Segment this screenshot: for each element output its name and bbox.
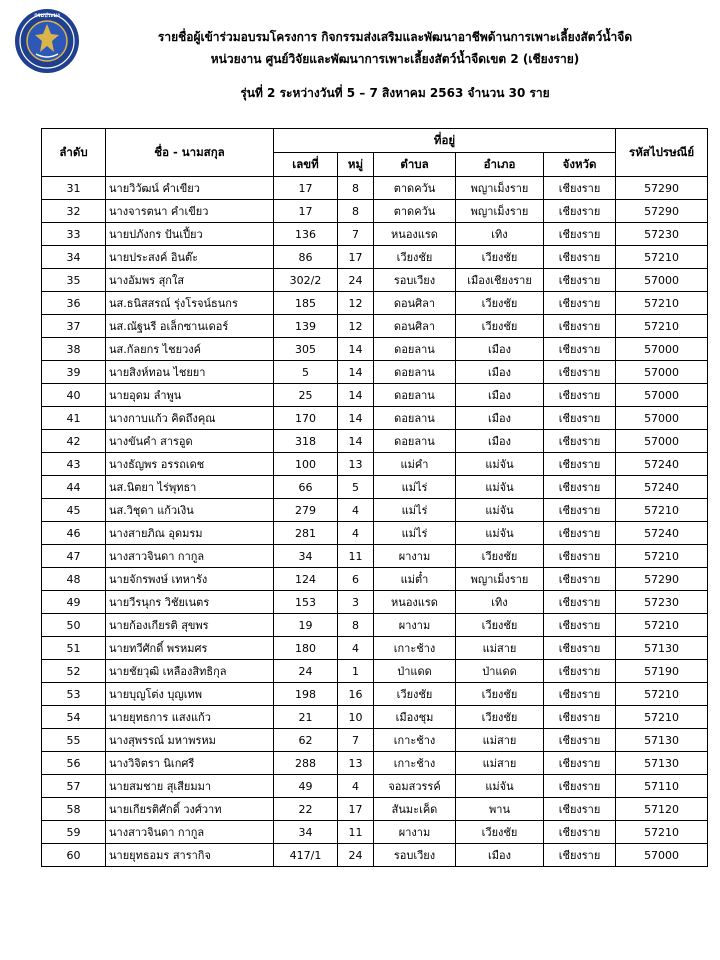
- cell-amphoe: พญาเม็งราย: [456, 568, 544, 591]
- cell-house-no: 21: [274, 706, 338, 729]
- cell-tambon: จอมสวรรค์: [374, 775, 456, 798]
- table-row: [42, 706, 708, 729]
- cell-postcode: 57210: [616, 614, 708, 637]
- header-postcode: รหัสไปรษณีย์: [616, 129, 708, 177]
- cell-name: นางกาบแก้ว คิดถึงคุณ: [106, 407, 274, 430]
- cell-name: นส.วิชุดา แก้วเงิน: [106, 499, 274, 522]
- cell-house-no: 279: [274, 499, 338, 522]
- cell-order: 38: [42, 338, 106, 361]
- cell-house-no: 24: [274, 660, 338, 683]
- cell-amphoe: เวียงชัย: [456, 545, 544, 568]
- header-address: ที่อยู่: [274, 129, 616, 153]
- header-tambon: ตำบล: [374, 153, 456, 177]
- cell-amphoe: เวียงชัย: [456, 683, 544, 706]
- cell-order: 33: [42, 223, 106, 246]
- cell-amphoe: เมือง: [456, 430, 544, 453]
- cell-order: 45: [42, 499, 106, 522]
- cell-amphoe: เมือง: [456, 844, 544, 867]
- table-row: [42, 269, 708, 292]
- cell-order: 41: [42, 407, 106, 430]
- cell-tambon: เกาะช้าง: [374, 637, 456, 660]
- table-row: [42, 568, 708, 591]
- cell-postcode: 57210: [616, 706, 708, 729]
- cell-moo: 24: [338, 844, 374, 867]
- cell-tambon: ผางาม: [374, 821, 456, 844]
- cell-province: เชียงราย: [544, 499, 616, 522]
- cell-amphoe: เมือง: [456, 407, 544, 430]
- cell-house-no: 305: [274, 338, 338, 361]
- cell-order: 37: [42, 315, 106, 338]
- table-row: [42, 614, 708, 637]
- cell-moo: 7: [338, 223, 374, 246]
- cell-postcode: 57210: [616, 821, 708, 844]
- cell-postcode: 57210: [616, 315, 708, 338]
- cell-name: นายเกียรติศักดิ์ วงศ์วาท: [106, 798, 274, 821]
- cell-house-no: 100: [274, 453, 338, 476]
- cell-tambon: ตาดควัน: [374, 200, 456, 223]
- cell-order: 55: [42, 729, 106, 752]
- cell-tambon: ผางาม: [374, 545, 456, 568]
- cell-tambon: หนองแรด: [374, 591, 456, 614]
- cell-moo: 14: [338, 407, 374, 430]
- cell-order: 48: [42, 568, 106, 591]
- cell-order: 51: [42, 637, 106, 660]
- cell-name: นส.กัลยกร ไชยวงค์: [106, 338, 274, 361]
- cell-house-no: 25: [274, 384, 338, 407]
- cell-province: เชียงราย: [544, 821, 616, 844]
- table-row: [42, 660, 708, 683]
- cell-province: เชียงราย: [544, 683, 616, 706]
- cell-tambon: รอบเวียง: [374, 269, 456, 292]
- cell-house-no: 66: [274, 476, 338, 499]
- header-order: ลำดับ: [42, 129, 106, 177]
- cell-province: เชียงราย: [544, 637, 616, 660]
- cell-postcode: 57190: [616, 660, 708, 683]
- cell-postcode: 57240: [616, 522, 708, 545]
- cell-postcode: 57000: [616, 384, 708, 407]
- cell-postcode: 57290: [616, 200, 708, 223]
- cell-tambon: ดอนศิลา: [374, 292, 456, 315]
- participant-table: [41, 128, 708, 867]
- cell-moo: 11: [338, 545, 374, 568]
- cell-province: เชียงราย: [544, 177, 616, 200]
- cell-name: นางสาวจินดา กากูล: [106, 545, 274, 568]
- cell-order: 34: [42, 246, 106, 269]
- cell-tambon: แม่คำ: [374, 453, 456, 476]
- cell-tambon: แม่ไร่: [374, 476, 456, 499]
- cell-house-no: 22: [274, 798, 338, 821]
- table-row: [42, 384, 708, 407]
- cell-amphoe: เวียงชัย: [456, 706, 544, 729]
- cell-tambon: แม่ต๋ำ: [374, 568, 456, 591]
- cell-amphoe: เวียงชัย: [456, 315, 544, 338]
- cell-house-no: 198: [274, 683, 338, 706]
- cell-house-no: 124: [274, 568, 338, 591]
- cell-name: นางธัญพร อรรถเดช: [106, 453, 274, 476]
- cell-house-no: 185: [274, 292, 338, 315]
- cell-name: นายสมชาย สุเสียมมา: [106, 775, 274, 798]
- title-line-1: รายชื่อผู้เข้าร่วมอบรมโครงการ กิจกรรมส่งเสริมและพัฒนาอาชีพด้านการเพาะเลี้ยงสัตว์น้ำจืด: [157, 30, 633, 44]
- cell-amphoe: เมือง: [456, 361, 544, 384]
- header-name: ชื่อ - นามสกุล: [106, 129, 274, 177]
- table-row: [42, 499, 708, 522]
- table-row: [42, 430, 708, 453]
- cell-province: เชียงราย: [544, 407, 616, 430]
- cell-name: นางจารตนา คำเขียว: [106, 200, 274, 223]
- cell-amphoe: เมืองเชียงราย: [456, 269, 544, 292]
- cell-province: เชียงราย: [544, 338, 616, 361]
- cell-amphoe: เวียงชัย: [456, 246, 544, 269]
- cell-tambon: เมืองชุม: [374, 706, 456, 729]
- cell-order: 35: [42, 269, 106, 292]
- cell-house-no: 288: [274, 752, 338, 775]
- cell-amphoe: แม่สาย: [456, 637, 544, 660]
- cell-name: นายสิงห์ทอน ไชยยา: [106, 361, 274, 384]
- cell-moo: 16: [338, 683, 374, 706]
- cell-amphoe: พญาเม็งราย: [456, 200, 544, 223]
- cell-amphoe: แม่สาย: [456, 729, 544, 752]
- cell-moo: 8: [338, 614, 374, 637]
- cell-province: เชียงราย: [544, 775, 616, 798]
- document-header: [90, 26, 700, 104]
- department-of-fisheries-seal-icon: [14, 8, 80, 74]
- cell-province: เชียงราย: [544, 430, 616, 453]
- cell-moo: 12: [338, 292, 374, 315]
- cell-moo: 3: [338, 591, 374, 614]
- table-row: [42, 522, 708, 545]
- cell-house-no: 170: [274, 407, 338, 430]
- cell-order: 42: [42, 430, 106, 453]
- cell-postcode: 57120: [616, 798, 708, 821]
- table-row: [42, 683, 708, 706]
- cell-postcode: 57000: [616, 430, 708, 453]
- cell-province: เชียงราย: [544, 545, 616, 568]
- cell-tambon: เวียงชัย: [374, 683, 456, 706]
- cell-order: 40: [42, 384, 106, 407]
- cell-amphoe: แม่สาย: [456, 752, 544, 775]
- table-row: [42, 798, 708, 821]
- cell-province: เชียงราย: [544, 292, 616, 315]
- cell-amphoe: พาน: [456, 798, 544, 821]
- cell-moo: 8: [338, 177, 374, 200]
- cell-order: 36: [42, 292, 106, 315]
- cell-province: เชียงราย: [544, 844, 616, 867]
- cell-tambon: ตาดควัน: [374, 177, 456, 200]
- cell-order: 39: [42, 361, 106, 384]
- cell-order: 60: [42, 844, 106, 867]
- cell-moo: 14: [338, 361, 374, 384]
- cell-amphoe: เมือง: [456, 338, 544, 361]
- cell-house-no: 49: [274, 775, 338, 798]
- table-row: [42, 246, 708, 269]
- cell-postcode: 57000: [616, 269, 708, 292]
- cell-name: นางวิจิตรา นิเกศรี: [106, 752, 274, 775]
- cell-province: เชียงราย: [544, 752, 616, 775]
- cell-postcode: 57210: [616, 683, 708, 706]
- cell-moo: 14: [338, 384, 374, 407]
- table-row: [42, 844, 708, 867]
- cell-postcode: 57230: [616, 591, 708, 614]
- table-row: [42, 200, 708, 223]
- cell-house-no: 302/2: [274, 269, 338, 292]
- cell-postcode: 57230: [616, 223, 708, 246]
- cell-province: เชียงราย: [544, 660, 616, 683]
- cell-province: เชียงราย: [544, 476, 616, 499]
- cell-name: นางสาวจินดา กากูล: [106, 821, 274, 844]
- cell-house-no: 318: [274, 430, 338, 453]
- cell-province: เชียงราย: [544, 568, 616, 591]
- cell-name: นายยุทธการ แสงแก้ว: [106, 706, 274, 729]
- cell-name: นส.นิตยา ไร่พุทธา: [106, 476, 274, 499]
- cell-tambon: เกาะช้าง: [374, 729, 456, 752]
- cell-moo: 6: [338, 568, 374, 591]
- cell-province: เชียงราย: [544, 223, 616, 246]
- cell-amphoe: แม่จัน: [456, 775, 544, 798]
- cell-moo: 17: [338, 798, 374, 821]
- cell-house-no: 86: [274, 246, 338, 269]
- cell-moo: 17: [338, 246, 374, 269]
- cell-moo: 13: [338, 453, 374, 476]
- cell-tambon: ดอยลาน: [374, 338, 456, 361]
- cell-moo: 13: [338, 752, 374, 775]
- table-row: [42, 545, 708, 568]
- cell-name: นายบุญโต่ง บุญเทพ: [106, 683, 274, 706]
- cell-postcode: 57240: [616, 453, 708, 476]
- cell-tambon: ดอนศิลา: [374, 315, 456, 338]
- cell-tambon: ดอยลาน: [374, 361, 456, 384]
- cell-tambon: ดอยลาน: [374, 407, 456, 430]
- cell-moo: 11: [338, 821, 374, 844]
- cell-house-no: 17: [274, 177, 338, 200]
- cell-moo: 4: [338, 775, 374, 798]
- title-line-2: หน่วยงาน ศูนย์วิจัยและพัฒนาการเพาะเลี้ยงสัตว์น้ำจืดเขต 2 (เชียงราย): [210, 52, 580, 66]
- cell-postcode: 57000: [616, 338, 708, 361]
- cell-tambon: แม่ไร่: [374, 522, 456, 545]
- cell-order: 53: [42, 683, 106, 706]
- cell-province: เชียงราย: [544, 361, 616, 384]
- cell-moo: 4: [338, 499, 374, 522]
- cell-province: เชียงราย: [544, 384, 616, 407]
- cell-name: นางสุพรรณ์ มหาพรหม: [106, 729, 274, 752]
- cell-postcode: 57130: [616, 729, 708, 752]
- cell-amphoe: แม่จัน: [456, 476, 544, 499]
- table-body: [42, 177, 708, 867]
- cell-postcode: 57210: [616, 292, 708, 315]
- cell-name: นายอุดม ลำพูน: [106, 384, 274, 407]
- cell-amphoe: เวียงชัย: [456, 614, 544, 637]
- cell-tambon: เวียงชัย: [374, 246, 456, 269]
- cell-moo: 4: [338, 522, 374, 545]
- cell-house-no: 17: [274, 200, 338, 223]
- cell-amphoe: เมือง: [456, 384, 544, 407]
- cell-moo: 7: [338, 729, 374, 752]
- table-row: [42, 752, 708, 775]
- cell-name: นส.ธนิสสรณ์ รุ่งโรจน์ธนกร: [106, 292, 274, 315]
- cell-moo: 12: [338, 315, 374, 338]
- cell-amphoe: เทิง: [456, 223, 544, 246]
- cell-postcode: 57000: [616, 407, 708, 430]
- cell-postcode: 57210: [616, 246, 708, 269]
- cell-postcode: 57130: [616, 637, 708, 660]
- table-row: [42, 338, 708, 361]
- table-row: [42, 361, 708, 384]
- cell-tambon: ดอยลาน: [374, 430, 456, 453]
- header-amphoe: อำเภอ: [456, 153, 544, 177]
- cell-province: เชียงราย: [544, 522, 616, 545]
- table-row: [42, 407, 708, 430]
- cell-province: เชียงราย: [544, 246, 616, 269]
- table-row: [42, 315, 708, 338]
- cell-moo: 8: [338, 200, 374, 223]
- cell-postcode: 57110: [616, 775, 708, 798]
- cell-province: เชียงราย: [544, 269, 616, 292]
- cell-order: 49: [42, 591, 106, 614]
- cell-postcode: 57240: [616, 476, 708, 499]
- cell-house-no: 5: [274, 361, 338, 384]
- cell-order: 58: [42, 798, 106, 821]
- cell-postcode: 57210: [616, 545, 708, 568]
- cell-name: นส.ณัฐนรี อเล็กซานเดอร์: [106, 315, 274, 338]
- cell-order: 46: [42, 522, 106, 545]
- cell-amphoe: เวียงชัย: [456, 821, 544, 844]
- cell-name: นายชัยวุฒิ เหลืองสิทธิกุล: [106, 660, 274, 683]
- header-province: จังหวัด: [544, 153, 616, 177]
- cell-house-no: 153: [274, 591, 338, 614]
- cell-moo: 14: [338, 430, 374, 453]
- cell-house-no: 281: [274, 522, 338, 545]
- table-row: [42, 292, 708, 315]
- cell-postcode: 57130: [616, 752, 708, 775]
- cell-moo: 1: [338, 660, 374, 683]
- cell-house-no: 417/1: [274, 844, 338, 867]
- cell-house-no: 62: [274, 729, 338, 752]
- cell-moo: 5: [338, 476, 374, 499]
- cell-province: เชียงราย: [544, 200, 616, 223]
- cell-name: นางขันคำ สารอูด: [106, 430, 274, 453]
- cell-house-no: 19: [274, 614, 338, 637]
- cell-moo: 4: [338, 637, 374, 660]
- cell-order: 59: [42, 821, 106, 844]
- cell-tambon: แม่ไร่: [374, 499, 456, 522]
- table-row: [42, 453, 708, 476]
- cell-amphoe: เวียงชัย: [456, 292, 544, 315]
- table-row: [42, 775, 708, 798]
- cell-name: นายก้องเกียรติ สุขพร: [106, 614, 274, 637]
- cell-name: นายวีรนุกร วิชัยเนตร: [106, 591, 274, 614]
- table-row: [42, 637, 708, 660]
- cell-province: เชียงราย: [544, 614, 616, 637]
- cell-tambon: เกาะช้าง: [374, 752, 456, 775]
- cell-tambon: ป่าแดด: [374, 660, 456, 683]
- cell-house-no: 139: [274, 315, 338, 338]
- cell-order: 32: [42, 200, 106, 223]
- table-row: [42, 729, 708, 752]
- cell-moo: 10: [338, 706, 374, 729]
- cell-name: นายปภังกร ปันเปี้ยว: [106, 223, 274, 246]
- seal-lettering: กรมประมง: [34, 13, 60, 19]
- cell-postcode: 57000: [616, 844, 708, 867]
- cell-tambon: หนองแรด: [374, 223, 456, 246]
- cell-amphoe: แม่จัน: [456, 453, 544, 476]
- cell-name: นายวิวัฒน์ คำเขียว: [106, 177, 274, 200]
- cell-amphoe: เทิง: [456, 591, 544, 614]
- cell-amphoe: ป่าแดด: [456, 660, 544, 683]
- cell-province: เชียงราย: [544, 315, 616, 338]
- cell-postcode: 57000: [616, 361, 708, 384]
- cell-house-no: 34: [274, 821, 338, 844]
- cell-name: นายประสงค์ อินต๊ะ: [106, 246, 274, 269]
- cell-order: 47: [42, 545, 106, 568]
- title-line-3: รุ่นที่ 2 ระหว่างวันที่ 5 – 7 สิงหาคม 2563 จำนวน 30 ราย: [240, 86, 550, 100]
- cell-province: เชียงราย: [544, 729, 616, 752]
- header-moo: หมู่: [338, 153, 374, 177]
- table-row: [42, 223, 708, 246]
- cell-name: นายทวีศักดิ์ พรหมศร: [106, 637, 274, 660]
- cell-province: เชียงราย: [544, 453, 616, 476]
- cell-house-no: 136: [274, 223, 338, 246]
- cell-order: 56: [42, 752, 106, 775]
- table-row: [42, 177, 708, 200]
- cell-order: 52: [42, 660, 106, 683]
- header-house-no: เลขที่: [274, 153, 338, 177]
- cell-order: 44: [42, 476, 106, 499]
- cell-order: 54: [42, 706, 106, 729]
- cell-amphoe: แม่จัน: [456, 499, 544, 522]
- cell-tambon: สันมะเค็ด: [374, 798, 456, 821]
- cell-moo: 24: [338, 269, 374, 292]
- cell-name: นายยุทธอมร สารากิจ: [106, 844, 274, 867]
- cell-order: 31: [42, 177, 106, 200]
- cell-tambon: รอบเวียง: [374, 844, 456, 867]
- cell-moo: 14: [338, 338, 374, 361]
- cell-order: 43: [42, 453, 106, 476]
- cell-house-no: 180: [274, 637, 338, 660]
- table-row: [42, 591, 708, 614]
- cell-postcode: 57290: [616, 177, 708, 200]
- cell-postcode: 57210: [616, 499, 708, 522]
- cell-order: 50: [42, 614, 106, 637]
- cell-name: นายจักรพงษ์ เทหารัง: [106, 568, 274, 591]
- cell-name: นางสายภิณ อุดมรม: [106, 522, 274, 545]
- cell-name: นางอัมพร สุกใส: [106, 269, 274, 292]
- table-row: [42, 821, 708, 844]
- cell-amphoe: แม่จัน: [456, 522, 544, 545]
- cell-province: เชียงราย: [544, 798, 616, 821]
- cell-house-no: 34: [274, 545, 338, 568]
- cell-order: 57: [42, 775, 106, 798]
- table-row: [42, 476, 708, 499]
- cell-amphoe: พญาเม็งราย: [456, 177, 544, 200]
- cell-province: เชียงราย: [544, 706, 616, 729]
- cell-postcode: 57290: [616, 568, 708, 591]
- cell-tambon: ผางาม: [374, 614, 456, 637]
- cell-tambon: ดอยลาน: [374, 384, 456, 407]
- cell-province: เชียงราย: [544, 591, 616, 614]
